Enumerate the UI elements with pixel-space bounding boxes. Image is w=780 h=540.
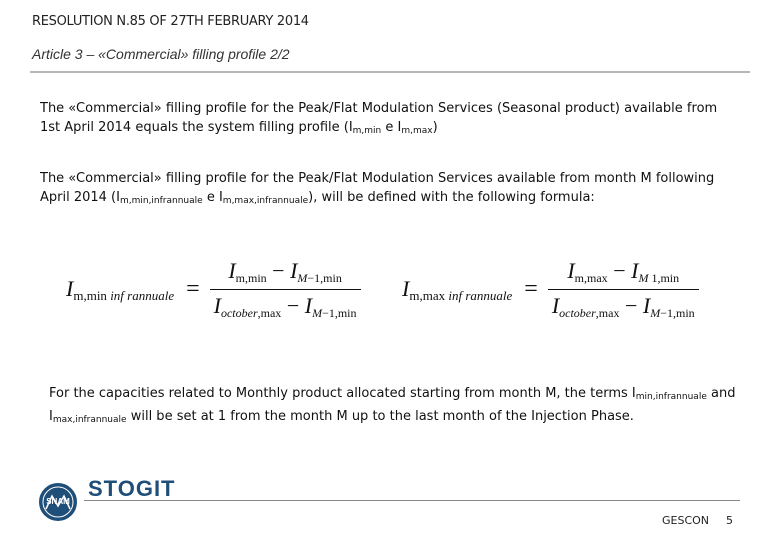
subscript: ,max (257, 306, 282, 320)
symbol: I (642, 293, 651, 318)
header-divider (30, 71, 750, 73)
subscript: min (247, 271, 267, 285)
subscript: m,max (401, 126, 433, 136)
symbol: I (567, 258, 575, 283)
symbol: I (66, 275, 74, 301)
subscript: inf rannuale (448, 287, 513, 303)
page-number: 5 (726, 514, 733, 527)
denominator (548, 293, 699, 321)
formula-max (402, 258, 699, 321)
subscript: m, (409, 287, 423, 303)
paragraph-capacities (49, 384, 749, 430)
denominator (210, 293, 361, 321)
equals-sign: = (524, 276, 538, 302)
paragraph-text: and I (49, 386, 736, 424)
subscript: m,min (352, 126, 382, 136)
numerator (224, 258, 346, 286)
subscript: 1,min (651, 271, 680, 285)
paragraph-seasonal (40, 99, 740, 141)
symbol: I (402, 275, 410, 301)
subscript: M (297, 271, 308, 285)
symbol: I (551, 293, 560, 318)
formula-min (66, 258, 361, 321)
subscript: m, (73, 287, 87, 303)
equals-sign: = (186, 276, 200, 302)
paragraph-text: e I (202, 190, 223, 205)
logo-text: SNAM (46, 497, 70, 506)
subscript: inf rannuale (110, 287, 175, 303)
minus-sign: − (281, 293, 305, 318)
subscript: m,max,infrannuale (222, 196, 309, 206)
fraction (548, 258, 699, 321)
subscript: M (312, 306, 323, 320)
paragraph-text: ), will be defined with the following formula: (308, 190, 595, 205)
subscript: max,infrannuale (52, 415, 127, 425)
subscript: m, (574, 271, 588, 285)
subscript: ,max (595, 306, 620, 320)
paragraph-text: For the capacities related to Monthly product allocated starting from month M, the terms I (49, 386, 636, 401)
minus-sign: − (619, 293, 643, 318)
subscript: october (559, 306, 596, 320)
subscript: m, (235, 271, 248, 285)
paragraph-text: ) (432, 120, 438, 135)
symbol: I (228, 258, 236, 283)
header-title: RESOLUTION N.85 OF 27TH FEBRUARY 2014 (32, 14, 309, 29)
footer-label: GESCON (662, 514, 710, 527)
subscript: M (638, 271, 649, 285)
numerator (563, 258, 683, 286)
subscript: max (587, 271, 608, 285)
paragraph-text: The «Commercial» filling profile for the Peak/Flat Modulation Services available from month M following April 2014 (I (40, 171, 715, 205)
subscript: max (422, 287, 446, 303)
symbol: I (213, 293, 221, 318)
subscript: m,min,infrannuale (119, 196, 203, 206)
symbol: I (304, 293, 313, 318)
fraction-bar (210, 289, 361, 290)
subscript: min (86, 287, 107, 303)
formula-lhs (402, 276, 512, 304)
header-subtitle: Article 3 – «Commercial» filling profile 2/2 (32, 46, 290, 62)
subscript: min,infrannuale (635, 392, 707, 402)
brand-name: STOGIT (88, 476, 176, 501)
minus-sign: − (266, 258, 291, 283)
minus-sign: − (607, 258, 632, 283)
subscript: −1,min (322, 306, 357, 320)
formula-lhs (66, 276, 174, 304)
footer-rule (84, 500, 740, 501)
symbol: I (631, 258, 639, 283)
symbol: I (290, 258, 298, 283)
snam-logo-icon (38, 482, 78, 522)
subscript: october (220, 306, 258, 320)
paragraph-text: The «Commercial» filling profile for the Peak/Flat Modulation Services (Seasonal product) available from 1st April 2014 equals the system filling profile (I (40, 101, 718, 135)
paragraph-monthly (40, 169, 740, 211)
fraction (210, 258, 361, 321)
subscript: −1,min (660, 306, 695, 320)
fraction-bar (548, 289, 699, 290)
subscript: M (650, 306, 661, 320)
paragraph-text: e I (381, 120, 402, 135)
subscript: −1,min (307, 271, 342, 285)
company-logo (38, 476, 176, 522)
paragraph-text: will be set at 1 from the month M up to the last month of the Injection Phase. (126, 409, 634, 424)
